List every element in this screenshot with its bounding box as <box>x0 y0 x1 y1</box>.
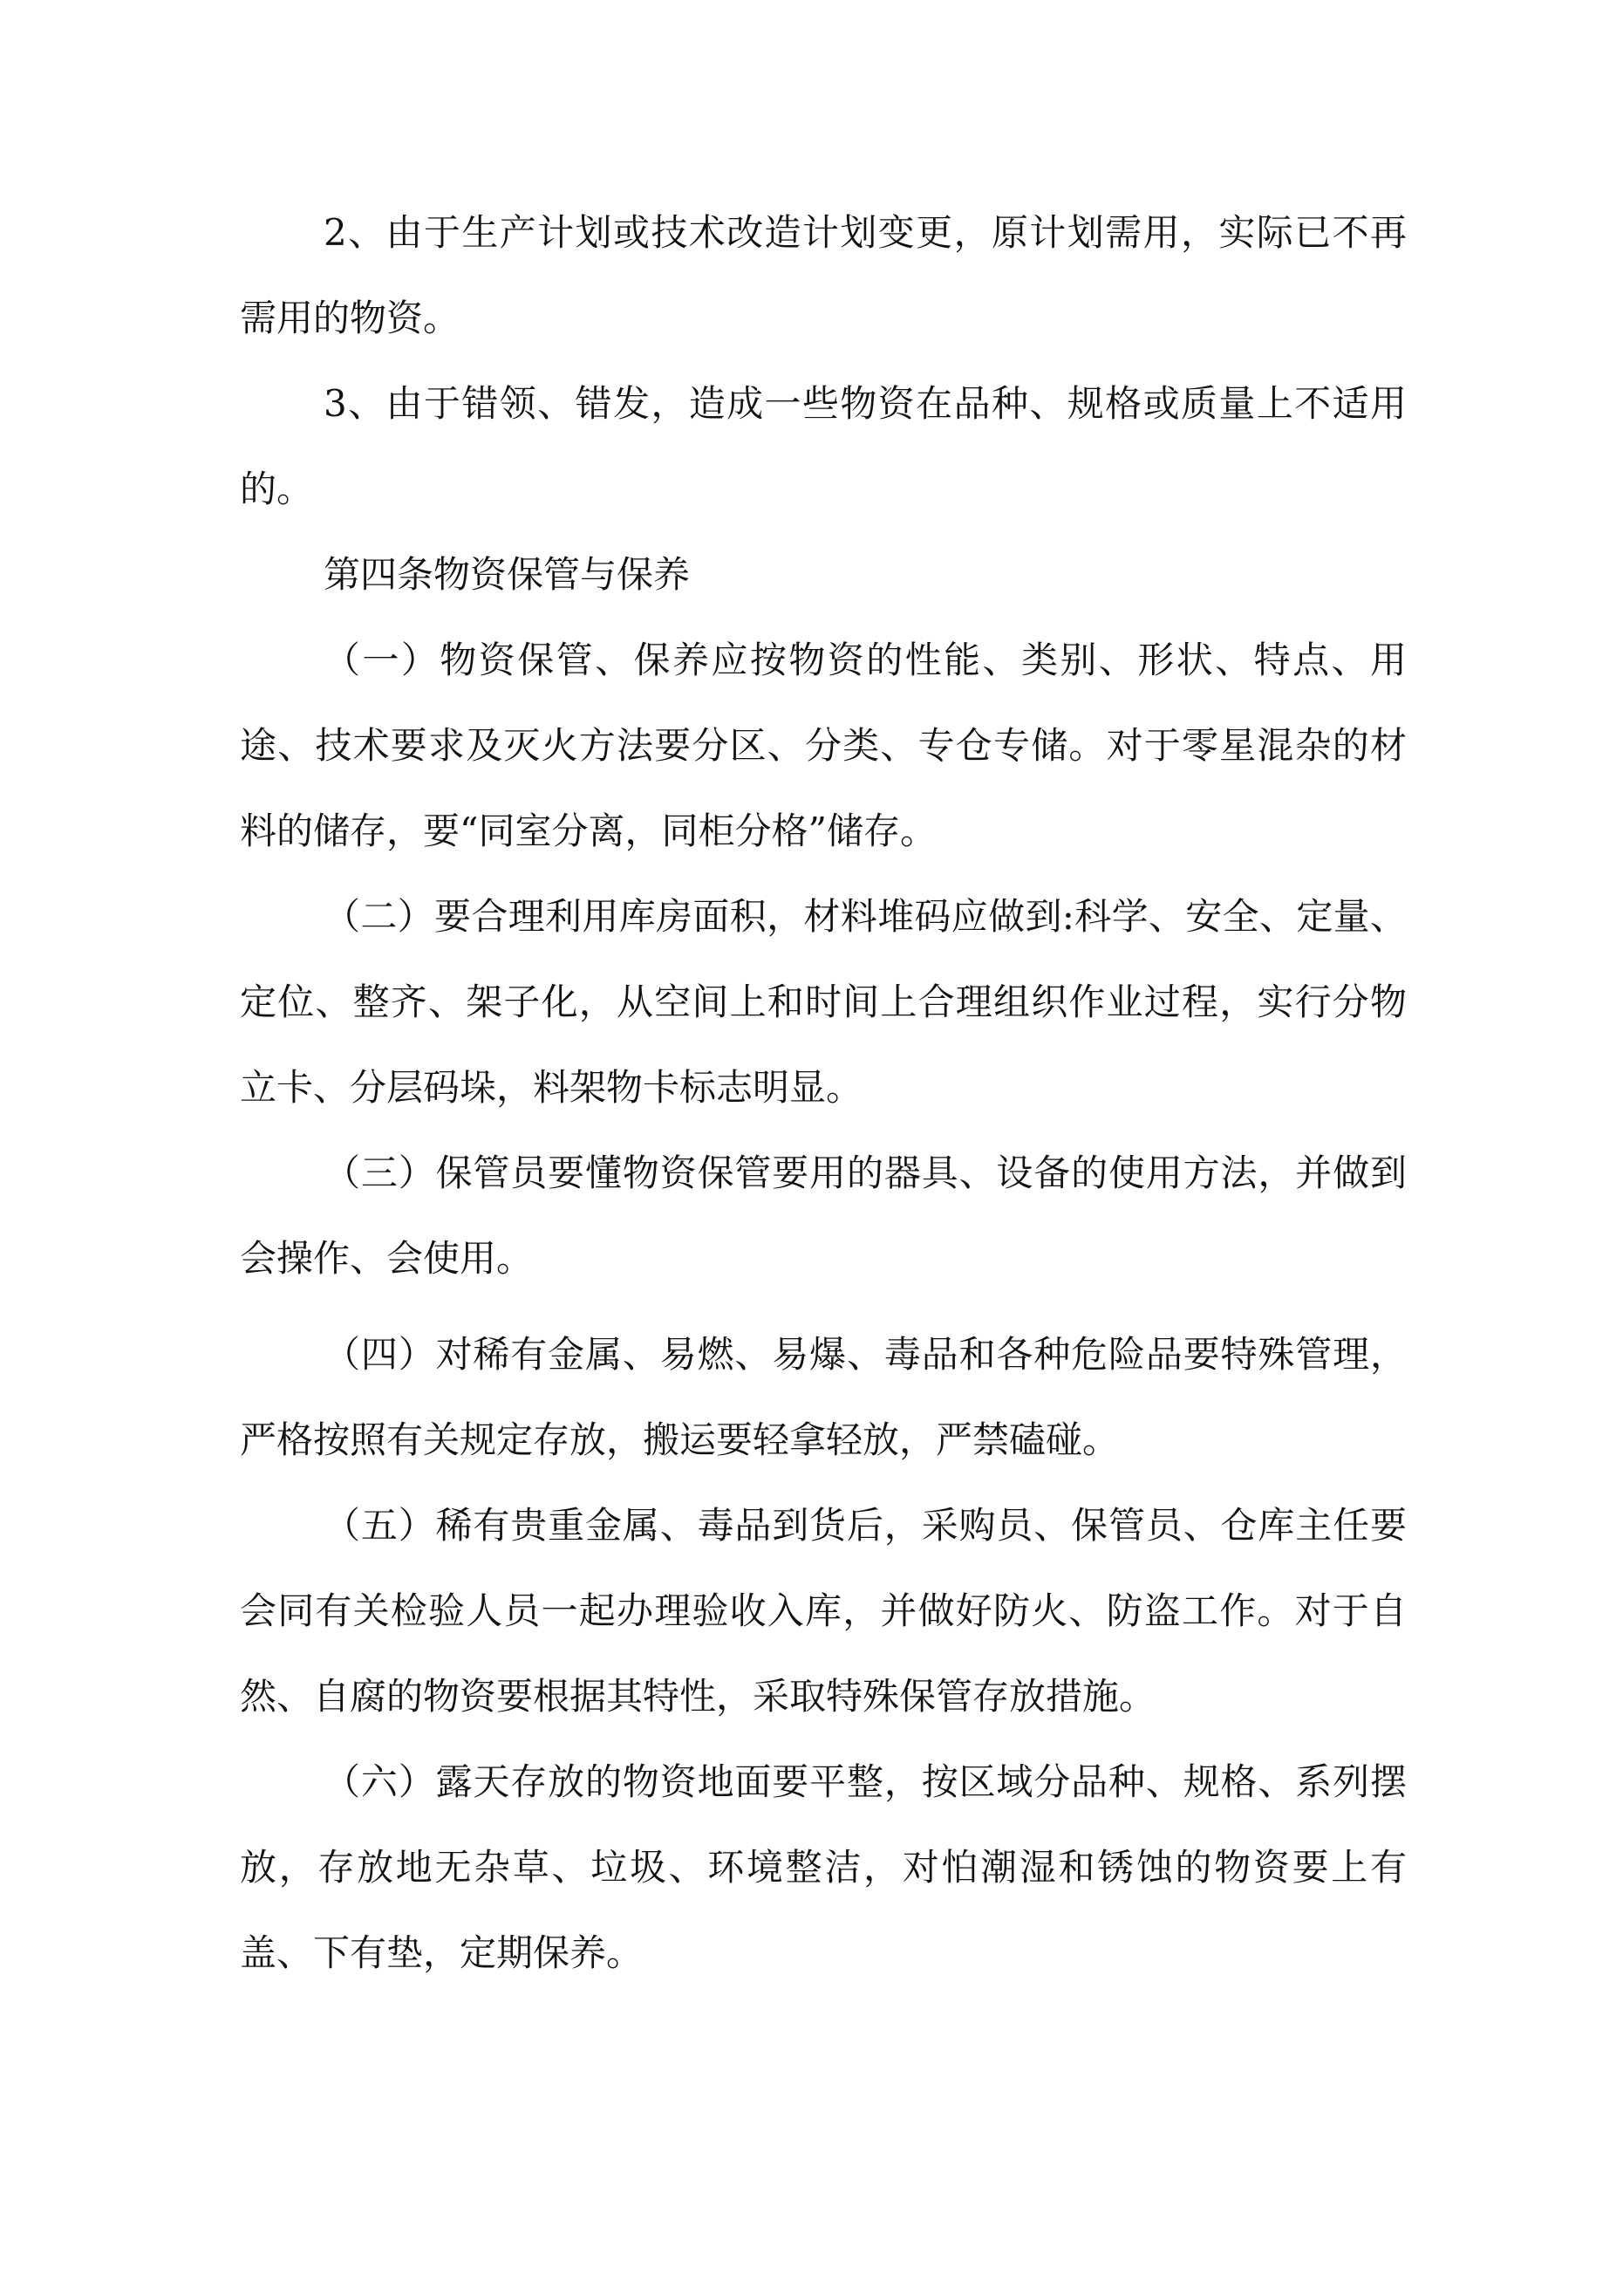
document-body <box>240 190 1407 1996</box>
paragraph-clause-2: （二）要合理利用库房面积，材料堆码应做到:科学、安全、定量、定位、整齐、架子化，从空间上和时间上合理组织作业过程，实行分物立卡、分层码垛，料架物卡标志明显。 <box>240 895 1407 1109</box>
paragraph-clause-6: （六）露天存放的物资地面要平整，按区域分品种、规格、系列摆放，存放地无杂草、垃圾、环境整洁，对怕潮湿和锈蚀的物资要上有盖、下有垫，定期保养。 <box>240 1760 1407 1974</box>
paragraph-clause-5: （五）稀有贵重金属、毒品到货后，采购员、保管员、仓库主任要会同有关检验人员一起办理验收入库，并做好防火、防盗工作。对于自然、自腐的物资要根据其特性，采取特殊保管存放措施。 <box>240 1504 1407 1718</box>
section-heading-article-4: 第四条物资保管与保养 <box>324 553 691 596</box>
paragraph-clause-1: （一）物资保管、保养应按物资的性能、类别、形状、特点、用途、技术要求及灭火方法要分区、分类、专仓专储。对于零星混杂的材料的储存，要“同室分离，同柜分格”储存。 <box>240 639 1407 852</box>
paragraph-item-2: 2、由于生产计划或技术改造计划变更，原计划需用，实际已不再需用的物资。 <box>240 211 1407 339</box>
paragraph-clause-4: （四）对稀有金属、易燃、易爆、毒品和各种危险品要特殊管理，严格按照有关规定存放，搬运要轻拿轻放，严禁磕碰。 <box>240 1333 1407 1461</box>
paragraph-item-3: 3、由于错领、错发，造成一些物资在品种、规格或质量上不适用的。 <box>240 382 1407 510</box>
paragraph-clause-3: （三）保管员要懂物资保管要用的器具、设备的使用方法，并做到会操作、会使用。 <box>240 1151 1407 1280</box>
